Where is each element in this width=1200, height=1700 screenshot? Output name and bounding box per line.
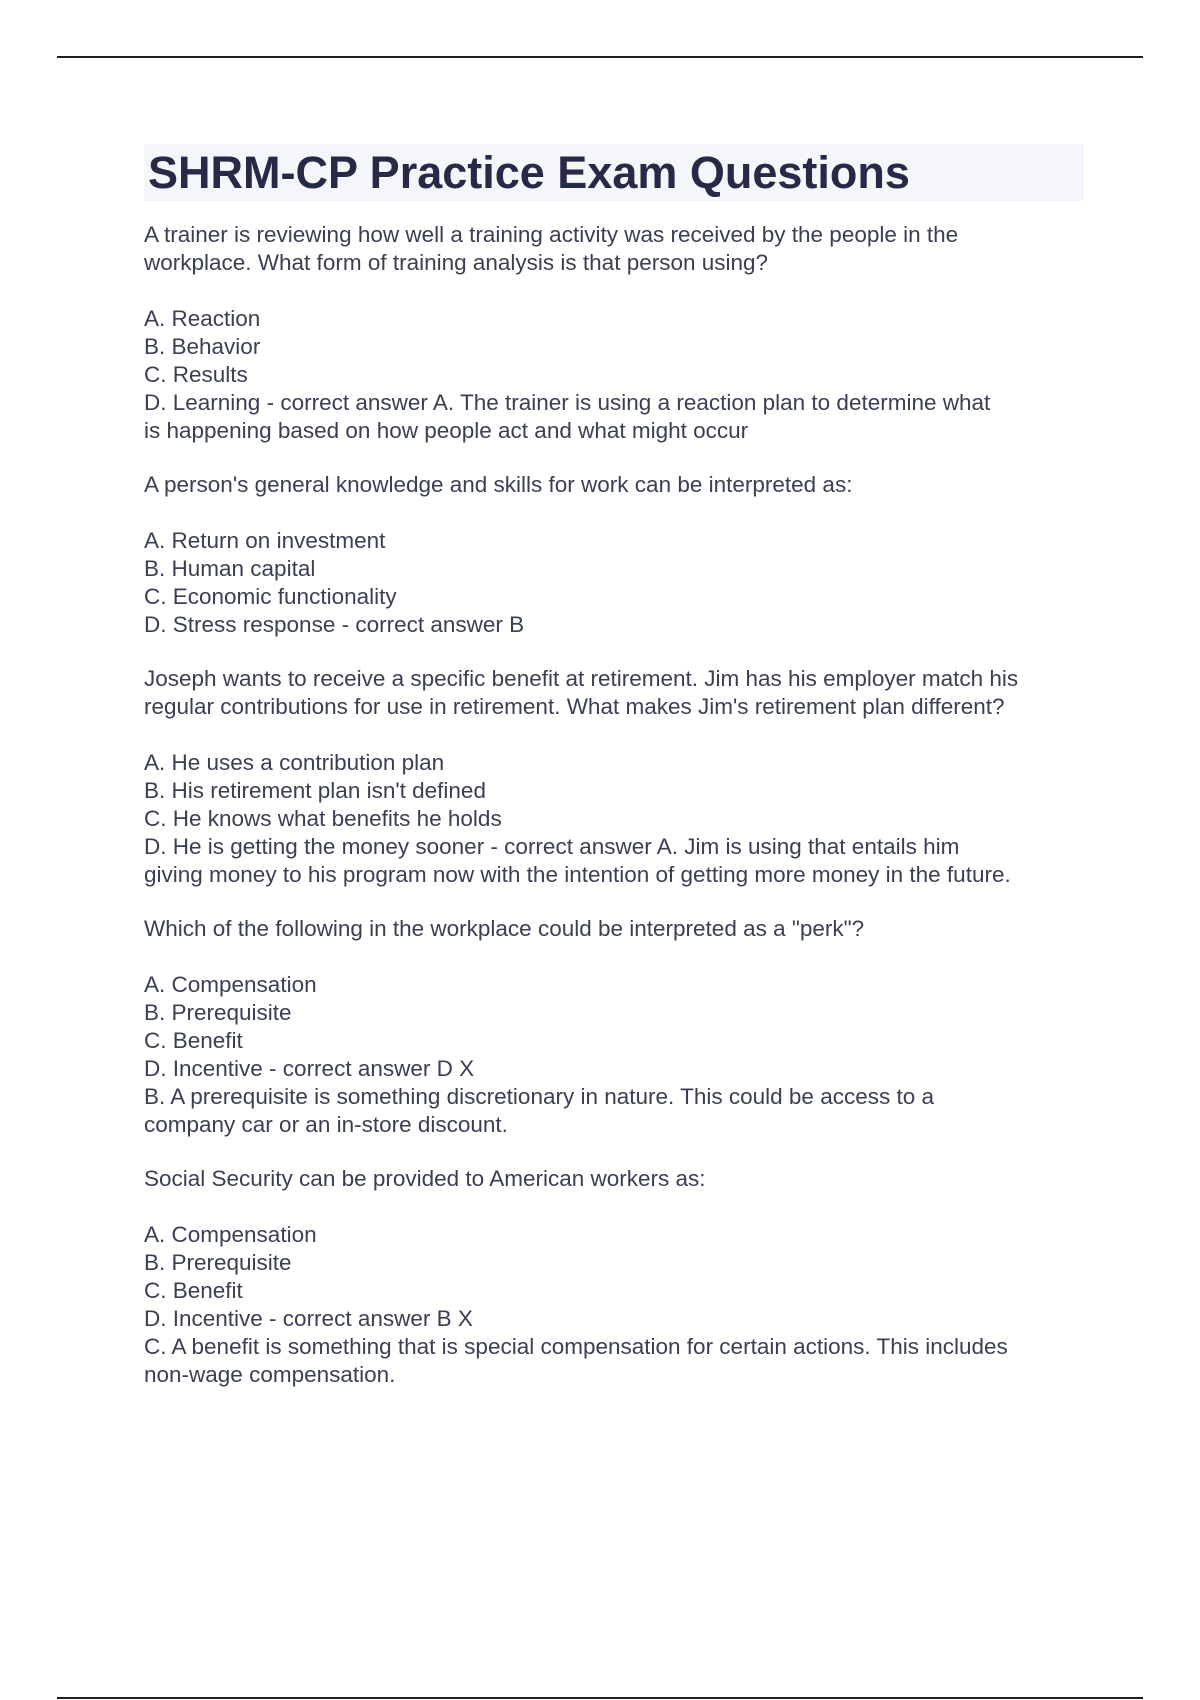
answer-options xyxy=(144,971,1084,1139)
page-title: SHRM-CP Practice Exam Questions xyxy=(144,144,1084,201)
option-line: A. Return on investment xyxy=(144,528,386,553)
explanation-line: is happening based on how people act and what might occur xyxy=(144,418,749,443)
option-line: D. Incentive - correct answer B X xyxy=(144,1306,473,1331)
prompt-line: A trainer is reviewing how well a training activity was received by the people in the xyxy=(144,222,959,247)
question-block xyxy=(144,471,1084,639)
answer-options xyxy=(144,305,1084,445)
document-body xyxy=(144,144,1084,1415)
option-line: B. Prerequisite xyxy=(144,1250,292,1275)
option-line: A. Reaction xyxy=(144,306,261,331)
prompt-line: Social Security can be provided to American workers as: xyxy=(144,1166,706,1191)
option-line: D. Stress response - correct answer B xyxy=(144,612,525,637)
answer-options xyxy=(144,749,1084,889)
option-line: C. Benefit xyxy=(144,1278,243,1303)
prompt-line: regular contributions for use in retirement. What makes Jim's retirement plan different? xyxy=(144,694,1005,719)
answer-options xyxy=(144,1221,1084,1389)
header-rule xyxy=(57,56,1143,58)
option-line: C. Economic functionality xyxy=(144,584,397,609)
option-line: B. His retirement plan isn't defined xyxy=(144,778,486,803)
explanation-line: giving money to his program now with the intention of getting more money in the future. xyxy=(144,862,1011,887)
option-line: C. He knows what benefits he holds xyxy=(144,806,502,831)
option-line: C. Benefit xyxy=(144,1028,243,1053)
question-prompt xyxy=(144,471,1084,499)
option-line: B. Behavior xyxy=(144,334,261,359)
question-prompt xyxy=(144,915,1084,943)
option-line: A. Compensation xyxy=(144,972,317,997)
option-line: C. Results xyxy=(144,362,248,387)
question-block xyxy=(144,1165,1084,1389)
question-block xyxy=(144,665,1084,889)
option-line: A. He uses a contribution plan xyxy=(144,750,445,775)
question-prompt xyxy=(144,1165,1084,1193)
footer-rule xyxy=(57,1697,1143,1699)
question-prompt xyxy=(144,665,1084,721)
prompt-line: Which of the following in the workplace could be interpreted as a "perk"? xyxy=(144,916,865,941)
prompt-line: A person's general knowledge and skills for work can be interpreted as: xyxy=(144,472,853,497)
question-block xyxy=(144,915,1084,1139)
explanation-line: B. A prerequisite is something discretionary in nature. This could be access to a xyxy=(144,1084,935,1109)
option-line: D. Learning - correct answer A. The trainer is using a reaction plan to determine what xyxy=(144,390,991,415)
option-line: D. He is getting the money sooner - correct answer A. Jim is using that entails him xyxy=(144,834,960,859)
question-prompt xyxy=(144,221,1084,277)
answer-options xyxy=(144,527,1084,639)
option-line: B. Human capital xyxy=(144,556,316,581)
explanation-line: C. A benefit is something that is special compensation for certain actions. This includes xyxy=(144,1334,1008,1359)
explanation-line: non-wage compensation. xyxy=(144,1362,396,1387)
prompt-line: Joseph wants to receive a specific benefit at retirement. Jim has his employer match his xyxy=(144,666,1019,691)
question-block xyxy=(144,221,1084,445)
option-line: B. Prerequisite xyxy=(144,1000,292,1025)
explanation-line: company car or an in-store discount. xyxy=(144,1112,508,1137)
option-line: A. Compensation xyxy=(144,1222,317,1247)
prompt-line: workplace. What form of training analysis is that person using? xyxy=(144,250,769,275)
option-line: D. Incentive - correct answer D X xyxy=(144,1056,475,1081)
